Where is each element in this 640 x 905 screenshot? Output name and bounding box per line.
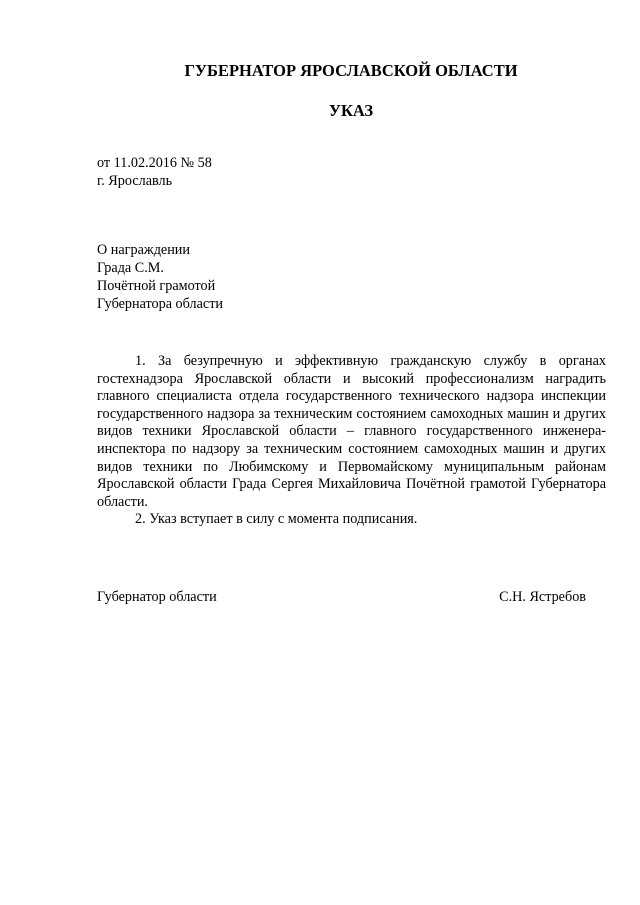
decree-paragraph-1: 1. За безупречную и эффективную гражданскую службу в органах гостехнадзора Ярославской области и высокий профессионализм наградить главного специалиста отдела государственного технического надзора инспекции государственного надзора за техническим состоянием самоходных машин и других видов техники Ярославской области – главного государственного инженера-инспектора по надзору за техническим состоянием самоходных машин и других видов техники по Любимскому и Первомайскому муниципальным районам Ярославской области Града Сергея Михайловича Почётной грамотой Губернатора области. bbox=[97, 353, 606, 510]
signatory-position: Губернатор области bbox=[97, 589, 217, 605]
subject-line: Почётной грамотой bbox=[97, 278, 216, 294]
date-number: от 11.02.2016 № 58 bbox=[97, 155, 212, 171]
document-type-heading: УКАЗ bbox=[328, 101, 374, 120]
decree-body bbox=[97, 353, 606, 529]
decree-paragraph-2: 2. Указ вступает в силу с момента подписания. bbox=[135, 511, 418, 528]
signatory-name: С.Н. Ястребов bbox=[499, 589, 586, 605]
document-authority-heading: ГУБЕРНАТОР ЯРОСЛАВСКОЙ ОБЛАСТИ bbox=[184, 61, 518, 80]
city: г. Ярославль bbox=[97, 173, 173, 189]
subject-line: О награждении bbox=[97, 242, 190, 258]
subject-line: Губернатора области bbox=[97, 296, 223, 312]
subject-line: Града С.М. bbox=[97, 260, 164, 276]
